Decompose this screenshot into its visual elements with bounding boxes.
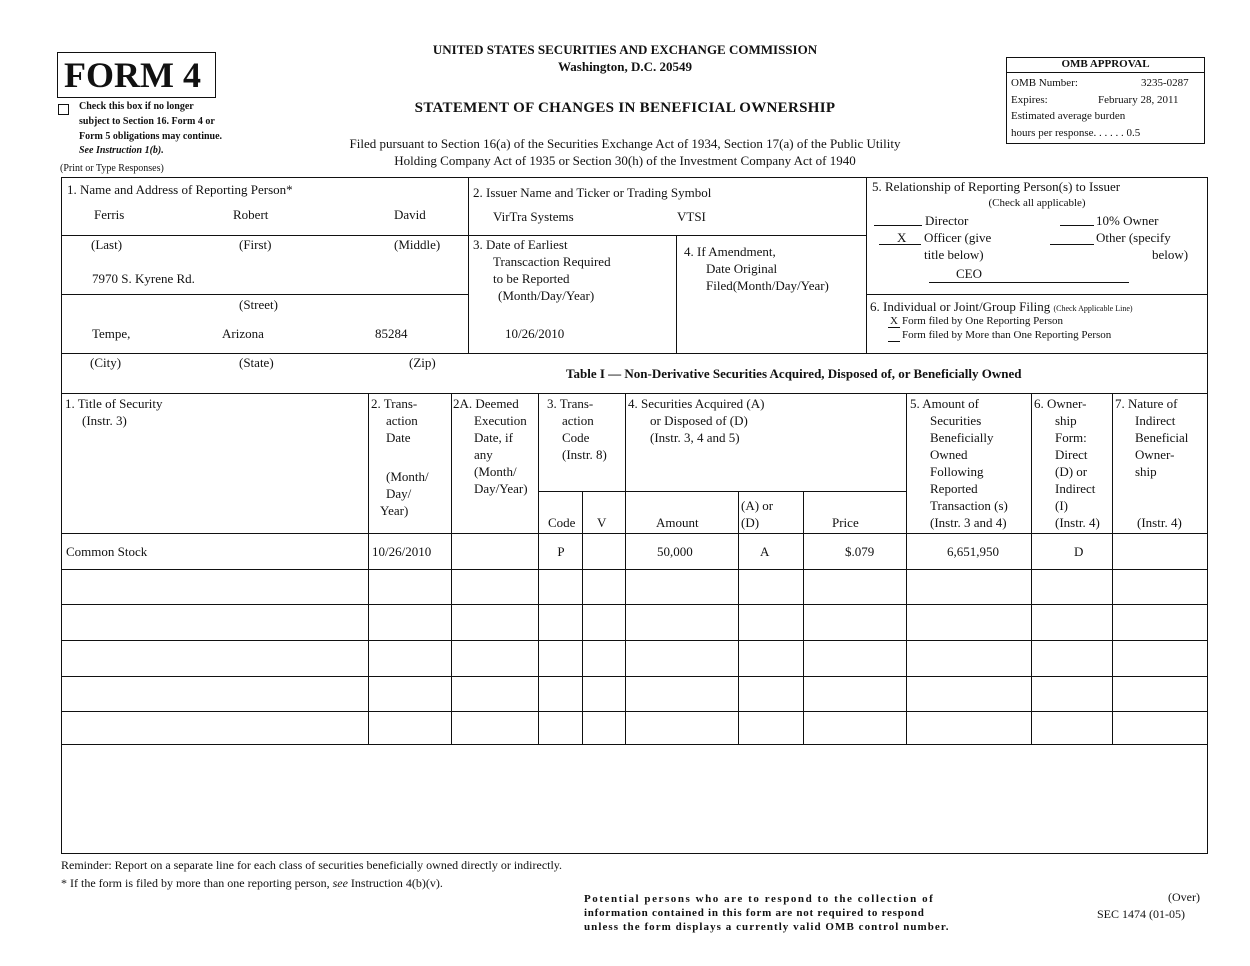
row0-ownership-form[interactable]: D <box>1074 544 1084 559</box>
footer-multi-suffix: Instruction 4(b)(v). <box>347 876 443 890</box>
issuer-name[interactable]: VirTra Systems <box>493 209 574 224</box>
col6-header-line3: Form: <box>1055 430 1087 445</box>
amendment-label-line1: 4. If Amendment, <box>684 244 776 259</box>
officer-label-line2: title below) <box>924 247 984 262</box>
omb-title: OMB APPROVAL <box>1061 58 1150 70</box>
footer-potential-line2: information contained in this form are not required to respond <box>584 907 925 919</box>
subheader-amount: Amount <box>656 515 699 530</box>
filed-pursuant-line1: Filed pursuant to Section 16(a) of the Securities Exchange Act of 1934, Section 17(a) of the Public Utility <box>349 136 901 151</box>
omb-number-value: 3235-0287 <box>1141 77 1189 89</box>
table-subheader-divider <box>538 491 906 492</box>
amendment-label-line3: Filed(Month/Day/Year) <box>706 278 829 293</box>
city-label: (City) <box>90 355 122 370</box>
col2-header-line6: Year) <box>380 503 409 518</box>
officer-label-line1: Officer (give <box>924 230 992 245</box>
one-person-checkmark[interactable]: X <box>890 315 898 327</box>
subheader-v: V <box>597 515 607 530</box>
col2-header-line5: Day/ <box>386 486 412 501</box>
col6-header-line2: ship <box>1055 413 1077 428</box>
filing-type-label-text: 6. Individual or Joint/Group Filing <box>870 299 1051 314</box>
col7-header-line3: Beneficial <box>1135 430 1189 445</box>
col2a-header-line4: any <box>474 447 493 462</box>
earliest-date-label-line3: to be Reported <box>493 271 570 286</box>
reporting-zip[interactable]: 85284 <box>375 326 408 341</box>
omb-number-label: OMB Number: <box>1011 77 1078 89</box>
checkbox-text-line3: Form 5 obligations may continue. <box>79 131 223 142</box>
earliest-date-label-line1: 3. Date of Earliest <box>473 237 568 252</box>
print-type-note: (Print or Type Responses) <box>60 163 164 174</box>
table-subcolumn-divider <box>582 491 583 744</box>
checkbox-text-line1: Check this box if no longer <box>79 101 194 112</box>
first-label: (First) <box>239 237 272 252</box>
reporting-street[interactable]: 7970 S. Kyrene Rd. <box>92 271 195 286</box>
table-subcolumn-divider <box>738 491 739 744</box>
one-person-label: Form filed by One Reporting Person <box>902 315 1064 327</box>
col2-header-line2: action <box>386 413 418 428</box>
footer-multi-prefix: * If the form is filed by more than one reporting person, <box>61 876 333 890</box>
row0-a-or-d[interactable]: A <box>760 544 770 559</box>
last-label: (Last) <box>91 237 123 252</box>
col6-header-line7: (I) <box>1055 498 1068 513</box>
table-subcolumn-divider <box>803 491 804 744</box>
col5-header-line1: 5. Amount of <box>910 396 979 411</box>
row0-owned[interactable]: 6,651,950 <box>947 544 999 559</box>
issuer-label: 2. Issuer Name and Ticker or Trading Symbol <box>473 185 712 200</box>
footer-reminder: Reminder: Report on a separate line for each class of securities beneficially owned directly or indirectly. <box>61 858 563 872</box>
col3-header-line4: (Instr. 8) <box>562 447 607 462</box>
omb-burden-line1: Estimated average burden <box>1011 110 1126 122</box>
table-row-divider <box>61 744 1208 745</box>
earliest-date-value[interactable]: 10/26/2010 <box>505 326 565 341</box>
officer-title-value[interactable]: CEO <box>956 266 982 281</box>
col2a-header-line2: Execution <box>474 413 527 428</box>
col7-header-line2: Indirect <box>1135 413 1176 428</box>
table-row-divider <box>61 676 1208 677</box>
col7-header-line4: Owner- <box>1135 447 1175 462</box>
col5-header-line3: Beneficially <box>930 430 994 445</box>
col4-header-line1: 4. Securities Acquired (A) <box>628 396 765 411</box>
footer-potential-line3: unless the form displays a currently valid OMB control number. <box>584 921 950 933</box>
form-outer-border <box>61 177 1208 854</box>
col3-header-line1: 3. Trans- <box>547 396 594 411</box>
col2-header-line4: (Month/ <box>386 469 429 484</box>
row0-date[interactable]: 10/26/2010 <box>372 544 432 559</box>
relationship-label: 5. Relationship of Reporting Person(s) to Issuer <box>872 179 1121 194</box>
col6-header-line5: (D) or <box>1055 464 1088 479</box>
agency-location: Washington, D.C. 20549 <box>558 59 692 74</box>
subheader-a-or-d-line1: (A) or <box>741 498 774 513</box>
agency-name: UNITED STATES SECURITIES AND EXCHANGE COMMISSION <box>432 42 818 57</box>
col5-header-line4: Owned <box>930 447 968 462</box>
col7-header-line6: (Instr. 4) <box>1137 515 1182 530</box>
checkbox-text-line2: subject to Section 16. Form 4 or <box>79 116 215 127</box>
col5-header-line2: Securities <box>930 413 982 428</box>
col3-header-line3: Code <box>562 430 590 445</box>
checkbox-text-line4: See Instruction 1(b). <box>79 145 164 156</box>
earliest-date-label-line2: Transcaction Required <box>493 254 611 269</box>
table-row-divider <box>61 711 1208 712</box>
table-row-divider <box>61 604 1208 605</box>
other-label-line1: Other (specify <box>1096 230 1171 245</box>
filing-type-label-small: (Check Applicable Line) <box>1053 304 1133 313</box>
omb-burden-line2: hours per response. . . . . . 0.5 <box>1011 127 1141 139</box>
amendment-label-line2: Date Original <box>706 261 778 276</box>
filing-type-label <box>870 299 1133 315</box>
row0-price[interactable]: $.079 <box>845 544 875 559</box>
officer-checkmark[interactable]: X <box>897 230 907 245</box>
subheader-price: Price <box>832 515 859 530</box>
footer-multi-person <box>61 877 443 890</box>
footer-sec-code: SEC 1474 (01-05) <box>1097 907 1185 921</box>
reporting-middle-name[interactable]: David <box>394 207 426 222</box>
table-row-divider <box>61 533 1208 534</box>
table-row-divider <box>61 569 1208 570</box>
col6-header-line4: Direct <box>1055 447 1088 462</box>
table-row-divider <box>61 640 1208 641</box>
col2a-header-line5: (Month/ <box>474 464 517 479</box>
filed-pursuant-line2: Holding Company Act of 1935 or Section 30(h) of the Investment Company Act of 1940 <box>394 153 856 168</box>
middle-label: (Middle) <box>394 237 441 252</box>
col5-header-line7: Transaction (s) <box>930 498 1008 513</box>
issuer-ticker[interactable]: VTSI <box>677 209 706 224</box>
subheader-code: Code <box>548 515 576 530</box>
statement-title: STATEMENT OF CHANGES IN BENEFICIAL OWNERSHIP <box>414 100 836 116</box>
footer-potential-line1: Potential persons who are to respond to the collection of <box>584 893 935 905</box>
reporting-last-name[interactable]: Ferris <box>94 207 125 222</box>
earliest-date-label-line4: (Month/Day/Year) <box>498 288 595 303</box>
col6-header-line1: 6. Owner- <box>1034 396 1087 411</box>
col7-header-line1: 7. Nature of <box>1115 396 1178 411</box>
more-person-label: Form filed by More than One Reporting Person <box>902 329 1112 341</box>
no-longer-subject-checkbox[interactable] <box>58 104 69 115</box>
director-label: Director <box>925 213 969 228</box>
col3-header-line2: action <box>562 413 594 428</box>
col5-header-line8: (Instr. 3 and 4) <box>930 515 1007 530</box>
col2a-header-line6: Day/Year) <box>474 481 528 496</box>
reporting-person-label: 1. Name and Address of Reporting Person* <box>67 182 293 197</box>
street-label: (Street) <box>239 297 278 312</box>
col7-header-line5: ship <box>1135 464 1157 479</box>
col2-header-line3: Date <box>386 430 411 445</box>
footer-over: (Over) <box>1168 890 1200 904</box>
subheader-a-or-d-line2: (D) <box>741 515 760 530</box>
col6-header-line6: Indirect <box>1055 481 1096 496</box>
zip-label: (Zip) <box>409 355 436 370</box>
col2-header-line1: 2. Trans- <box>371 396 418 411</box>
col6-header-line8: (Instr. 4) <box>1055 515 1100 530</box>
reporting-city[interactable]: Tempe, <box>92 326 131 341</box>
other-label-line2: below) <box>1152 247 1189 262</box>
reporting-first-name[interactable]: Robert <box>233 207 269 222</box>
col4-header-line3: (Instr. 3, 4 and 5) <box>650 430 740 445</box>
ten-pct-owner-label: 10% Owner <box>1096 213 1159 228</box>
row0-title[interactable]: Common Stock <box>66 544 148 559</box>
form-title: FORM 4 <box>64 55 201 95</box>
col5-header-line5: Following <box>930 464 984 479</box>
omb-expires-label: Expires: <box>1011 94 1048 106</box>
col1-header-line1: 1. Title of Security <box>65 396 163 411</box>
reporting-state[interactable]: Arizona <box>222 326 264 341</box>
col4-header-line2: or Disposed of (D) <box>650 413 748 428</box>
row0-amount[interactable]: 50,000 <box>657 544 693 559</box>
row0-code[interactable]: P <box>557 544 565 559</box>
relationship-check-all: (Check all applicable) <box>988 197 1086 209</box>
state-label: (State) <box>239 355 274 370</box>
col2a-header-line1: 2A. Deemed <box>453 396 519 411</box>
col1-header-line2: (Instr. 3) <box>82 413 127 428</box>
col5-header-line6: Reported <box>930 481 978 496</box>
footer-multi-see: see <box>332 876 348 890</box>
col2a-header-line3: Date, if <box>474 430 513 445</box>
omb-expires-value: February 28, 2011 <box>1098 94 1179 106</box>
table1-title: Table I — Non-Derivative Securities Acquired, Disposed of, or Beneficially Owned <box>566 366 1022 381</box>
